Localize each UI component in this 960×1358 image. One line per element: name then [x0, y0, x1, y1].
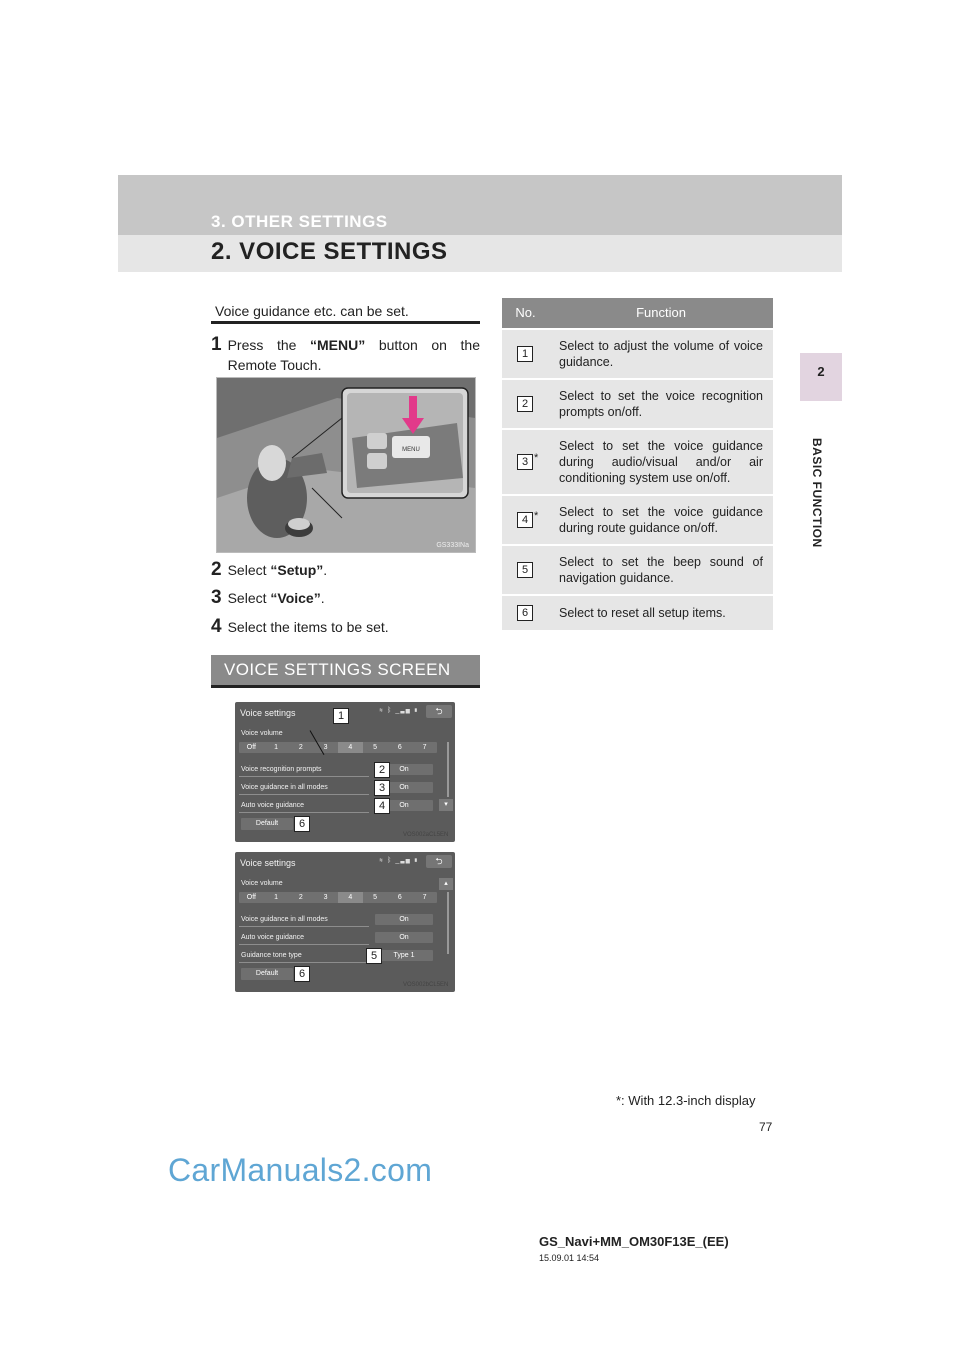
setting-select[interactable]: Type 1	[375, 950, 433, 961]
signal-icon: ▁▃▅	[395, 707, 411, 714]
screen-caption: VOS002bCL5EN	[403, 982, 449, 988]
row-divider	[239, 926, 369, 927]
setting-toggle[interactable]: On	[375, 932, 433, 943]
callout-2: 2	[374, 762, 390, 778]
page-title: 2. VOICE SETTINGS	[211, 238, 448, 265]
wifi-icon: ≋	[378, 707, 385, 714]
remote-touch-photo	[216, 377, 476, 553]
function-table	[502, 298, 773, 630]
step-text: button on the Remote Touch.	[227, 337, 480, 373]
row-divider	[239, 962, 369, 963]
volume-level[interactable]: 2	[298, 894, 303, 901]
volume-level-selected[interactable]: 4	[338, 892, 363, 903]
row-function: Select to set the beep sound of navigation guidance.	[559, 555, 763, 585]
row-number-cell	[502, 546, 549, 594]
scroll-up-button[interactable]: ▴	[439, 878, 453, 890]
signal-icon: ▁▃▅	[395, 857, 411, 864]
setting-toggle[interactable]: On	[375, 782, 433, 793]
volume-selector[interactable]	[239, 892, 437, 903]
row-function: Select to set the voice recognition prompts on/off.	[559, 389, 763, 419]
voice-settings-screen-heading: VOICE SETTINGS SCREEN	[211, 655, 480, 688]
table-row	[502, 378, 773, 428]
document-code: GS_Navi+MM_OM30F13E_(EE)	[539, 1234, 729, 1249]
volume-level[interactable]: 1	[274, 744, 279, 751]
intro-text: Voice guidance etc. can be set.	[211, 298, 480, 324]
step-keyword: “Setup”	[270, 562, 324, 578]
step-text: Select	[227, 590, 271, 606]
row-divider	[239, 812, 369, 813]
footnote-marker: *	[534, 510, 539, 522]
callout-4: 4	[374, 798, 390, 814]
volume-selector[interactable]	[239, 742, 437, 753]
volume-level[interactable]: 1	[274, 894, 279, 901]
volume-level[interactable]: 3	[323, 894, 328, 901]
section-heading: 3. OTHER SETTINGS	[211, 212, 388, 231]
remote-touch-illustration	[217, 378, 475, 552]
callout-number: 2	[517, 396, 533, 412]
callout-number: 3	[517, 454, 533, 470]
photo-caption: GS333INa	[436, 542, 469, 549]
callout-3: 3	[374, 780, 390, 796]
screen-title: Voice settings	[240, 708, 296, 718]
scrollbar[interactable]	[447, 892, 449, 954]
status-icons	[379, 857, 419, 864]
voice-settings-screen-2	[235, 852, 455, 992]
volume-level[interactable]: 2	[298, 744, 303, 751]
screen-title: Voice settings	[240, 858, 296, 868]
volume-label: Voice volume	[241, 880, 283, 887]
row-function: Select to adjust the volume of voice guidance.	[559, 339, 763, 369]
step-text: Select	[227, 562, 271, 578]
setting-row-label: Guidance tone type	[241, 952, 302, 959]
scrollbar[interactable]	[447, 742, 449, 797]
battery-icon: ▮	[413, 707, 419, 714]
row-divider	[239, 794, 369, 795]
row-number-cell	[502, 596, 549, 630]
row-divider	[239, 776, 369, 777]
table-row	[502, 428, 773, 494]
step-4	[211, 617, 480, 637]
setting-toggle[interactable]: On	[375, 764, 433, 775]
setting-row-label: Voice guidance in all modes	[241, 916, 328, 923]
step-number: 2	[211, 559, 222, 580]
step-number: 1	[211, 334, 222, 355]
volume-level-selected[interactable]: 4	[338, 742, 363, 753]
callout-number: 5	[517, 562, 533, 578]
volume-level[interactable]: Off	[246, 744, 256, 751]
default-button[interactable]: Default	[241, 818, 293, 830]
callout-1: 1	[333, 708, 349, 724]
page-number: 77	[759, 1120, 773, 1134]
row-number-cell	[502, 430, 549, 494]
footnote-marker: *	[534, 452, 539, 464]
watermark: CarManuals2.com	[168, 1152, 433, 1188]
setting-row-label: Voice recognition prompts	[241, 766, 322, 773]
step-keyword: “Voice”	[270, 590, 321, 606]
callout-number: 1	[517, 346, 533, 362]
row-number-cell	[502, 496, 549, 544]
header-function: Function	[636, 305, 686, 320]
chapter-label: BASIC FUNCTION	[810, 438, 824, 548]
menu-button-label: MENU	[402, 447, 420, 453]
setting-toggle[interactable]: On	[375, 800, 433, 811]
back-button[interactable]: ⮌	[426, 855, 452, 868]
setting-toggle[interactable]: On	[375, 914, 433, 925]
table-row	[502, 544, 773, 594]
table-header	[502, 298, 773, 328]
back-button[interactable]: ⮌	[426, 705, 452, 718]
screen-caption: VOS002aCL5EN	[403, 832, 449, 838]
step-3	[211, 588, 480, 608]
volume-level[interactable]: 7	[422, 894, 427, 901]
callout-5: 5	[366, 948, 382, 964]
footnote: *: With 12.3-inch display	[616, 1093, 756, 1108]
setting-row-label: Auto voice guidance	[241, 934, 305, 941]
row-function: Select to reset all setup items.	[559, 606, 726, 620]
scroll-down-button[interactable]: ▾	[439, 799, 453, 811]
step-number: 4	[211, 616, 222, 637]
callout-6: 6	[294, 966, 310, 982]
step-1	[211, 335, 480, 375]
setting-row-label: Auto voice guidance	[241, 802, 305, 809]
step-text: .	[323, 562, 328, 578]
step-text: Press the	[227, 337, 311, 353]
table-row	[502, 594, 773, 630]
callout-number: 6	[517, 605, 533, 621]
row-divider	[239, 944, 369, 945]
volume-level[interactable]: 6	[397, 744, 402, 751]
callout-number: 4	[517, 512, 533, 528]
volume-level[interactable]: 5	[373, 894, 378, 901]
volume-level[interactable]: 7	[422, 744, 427, 751]
table-row	[502, 494, 773, 544]
bluetooth-icon: ᛒ	[387, 707, 393, 714]
callout-6: 6	[294, 816, 310, 832]
volume-level[interactable]: Off	[246, 894, 256, 901]
step-number: 3	[211, 587, 222, 608]
step-text: .	[320, 590, 325, 606]
table-row	[502, 328, 773, 378]
header-no: No.	[515, 305, 536, 320]
volume-level[interactable]: 3	[323, 744, 328, 751]
step-2	[211, 560, 480, 580]
row-number-cell	[502, 330, 549, 378]
step-text: Select the items to be set.	[227, 619, 389, 635]
setting-row-label: Voice guidance in all modes	[241, 784, 328, 791]
volume-level[interactable]: 6	[397, 894, 402, 901]
volume-label: Voice volume	[241, 730, 283, 737]
step-keyword: “MENU”	[310, 337, 366, 353]
wifi-icon: ≋	[378, 857, 385, 864]
volume-level[interactable]: 5	[373, 744, 378, 751]
document-timestamp: 15.09.01 14:54	[539, 1253, 600, 1263]
battery-icon: ▮	[413, 857, 419, 864]
bluetooth-icon: ᛒ	[387, 857, 393, 864]
default-button[interactable]: Default	[241, 968, 293, 980]
chapter-number: 2	[817, 364, 825, 379]
row-number-cell	[502, 380, 549, 428]
row-function: Select to set the voice guidance during audio/visual and/or air conditioning system use on/off.	[559, 439, 763, 485]
status-icons	[379, 707, 419, 714]
row-function: Select to set the voice guidance during route guidance on/off.	[559, 505, 763, 535]
